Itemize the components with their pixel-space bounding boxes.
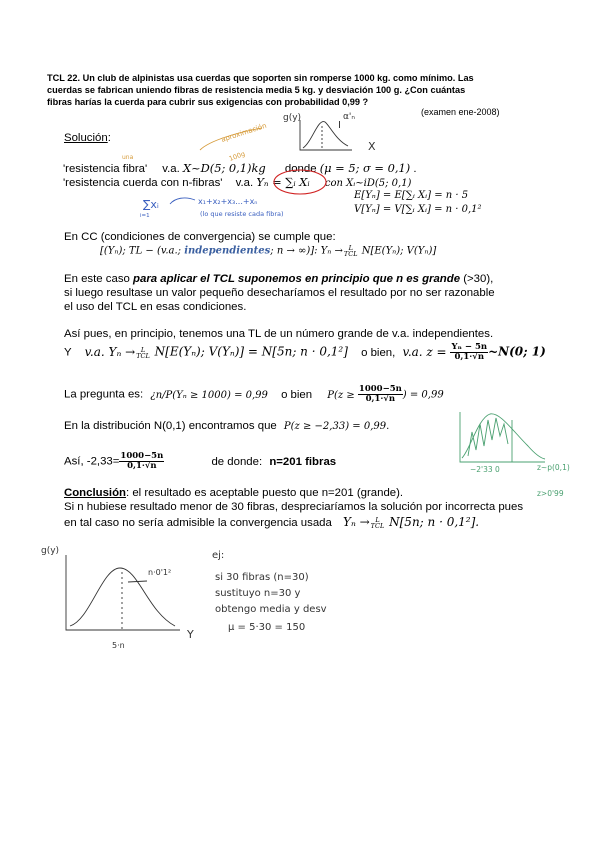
- ej-line-4: μ = 5·30 = 150: [228, 622, 306, 633]
- independientes-highlight: independientes: [184, 245, 271, 257]
- problem-statement-line-1: TCL 22. Un club de alpinistas usa cuerdas que soporten sin romperse 1000 kg. como mínimo. Las: [47, 73, 474, 83]
- r1-label: 'resistencia fibra': [63, 163, 148, 175]
- answer: n=201 fibras: [269, 455, 337, 468]
- r2-math: Yₙ = ∑ᵢ Xᵢ: [256, 175, 310, 189]
- distribution-line: Y v.a. Yₙ → L TCL N[E(Yₙ); V(Yₙ)] = N[5n; n · 0,1²] o bien, v.a. z = $\frac{\text{Yₙ − 5n}}{0,1\cdot√n}$ ~N(0; 1): [64, 342, 546, 362]
- bottom-mean-label: 5·n: [112, 641, 125, 650]
- problem-statement-line-2: cuerdas se fabrican uniendo fibras de resistencia media 5 kg. y desviación 100 g. ¿Con cuántas: [47, 85, 466, 95]
- ej-line-3: obtengo media y desv: [215, 604, 327, 615]
- r1-params: (μ = 5; σ = 0,1): [319, 161, 411, 175]
- r2-label: 'resistencia cuerda con n-fibras': [63, 177, 223, 189]
- orange-note-1: aproximación: [220, 121, 268, 144]
- cc-formula: [(Yₙ); TL − (v.a.; independientes; n → ∞)]: Yₙ → L TCL N[E(Yₙ); V(Yₙ)]: [100, 244, 437, 258]
- sum-arrow: [170, 198, 195, 204]
- una-note: una: [122, 154, 134, 161]
- expectation-line: E[Yₙ] = E[∑ᵢ Xᵢ] = n · 5: [354, 190, 469, 201]
- sum-left: ∑xᵢ: [143, 198, 159, 211]
- assume-line: Así pues, en principio, tenemos una TL de un número grande de v.a. independientes.: [64, 328, 494, 340]
- bottom-g-label: g(y): [41, 546, 60, 556]
- normal-sketch-right: [460, 412, 545, 462]
- conclusion-line-2: Si n hubiese resultado menor de 30 fibras, despreciaríamos la solución por incorrecta pues: [64, 501, 524, 513]
- sum-note: (lo que resiste cada fibra): [200, 210, 284, 218]
- exam-reference: (examen ene-2008): [421, 107, 500, 117]
- case-line-2: si luego resultase un valor pequeño desecharíamos el resultado por no ser razonable: [64, 287, 495, 299]
- sum-expansion: x₁+x₂+x₃...+xₙ: [198, 197, 258, 206]
- ej-line-1: si 30 fibras (n=30): [215, 572, 309, 583]
- right-z-label: z~p(0,1): [537, 463, 570, 472]
- density-sketch-bottom: [66, 555, 180, 630]
- result-line: Así, -2,33= $\frac{1000-5n}{0,1\cdot√n}$ de donde: n=201 fibras: [64, 451, 337, 471]
- case-line-1: En este caso para aplicar el TCL suponemos en principio que n es grande (>30),: [64, 273, 494, 285]
- solution-heading: Solución:: [64, 132, 111, 144]
- problem-statement-line-3: fibras harías la cuerda para cubrir sus exigencias con probabilidad 0,99 ?: [47, 97, 369, 107]
- density-sketch-top: [300, 120, 372, 150]
- top-i-label: I: [338, 120, 341, 131]
- top-alpha-label: α'ₙ: [343, 112, 355, 122]
- top-x-label: X: [368, 140, 376, 153]
- ej-title: ej:: [212, 550, 225, 561]
- bottom-y-label: Y: [187, 628, 194, 641]
- cc-intro: En CC (condiciones de convergencia) se cumple que:: [64, 231, 336, 243]
- right-zp-label: z>0'99: [537, 489, 564, 498]
- top-g-label: g(y): [283, 113, 302, 123]
- resistencia-fibra-line: 'resistencia fibra' v.a. X~D(5; 0,1)kg donde (μ = 5; σ = 0,1) .: [63, 161, 417, 175]
- red-circle: [274, 170, 326, 194]
- orange-note-2: 100g: [227, 149, 247, 163]
- right-m233-label: −2'33 0: [470, 465, 500, 474]
- question-line: La pregunta es: ¿n/P(Yₙ ≥ 1000) = 0,99 o bien P(z ≥ $\frac{1000-5n}{0,1\cdot√n}$ ) = 0,99: [64, 384, 444, 404]
- variance-line: V[Yₙ] = V[∑ᵢ Xᵢ] = n · 0,1²: [354, 204, 482, 215]
- conclusion-line-1: Conclusión: el resultado es aceptable puesto que n=201 (grande).: [64, 487, 404, 499]
- conclusion-line-3: en tal caso no sería admisible la convergencia usada Yₙ → L TCL N[5n; n · 0,1²].: [64, 515, 480, 530]
- r2-con: con Xᵢ~iD(5; 0,1): [324, 178, 412, 189]
- ej-line-2: sustituyo n=30 y: [215, 588, 301, 599]
- normal-table-line: En la distribución N(0,1) encontramos que P(z ≥ −2,33) = 0,99.: [64, 420, 390, 432]
- sum-index: i=1: [140, 213, 150, 219]
- r1-math: X~D(5; 0,1)kg: [182, 161, 266, 175]
- resistencia-cuerda-line: 'resistencia cuerda con n-fibras' v.a. Yₙ = ∑ᵢ Xᵢ con Xᵢ~iD(5; 0,1): [63, 175, 412, 189]
- case-line-3: el uso del TCL en esas condiciones.: [64, 301, 247, 313]
- bottom-peak-label: n·0'1²: [148, 568, 172, 577]
